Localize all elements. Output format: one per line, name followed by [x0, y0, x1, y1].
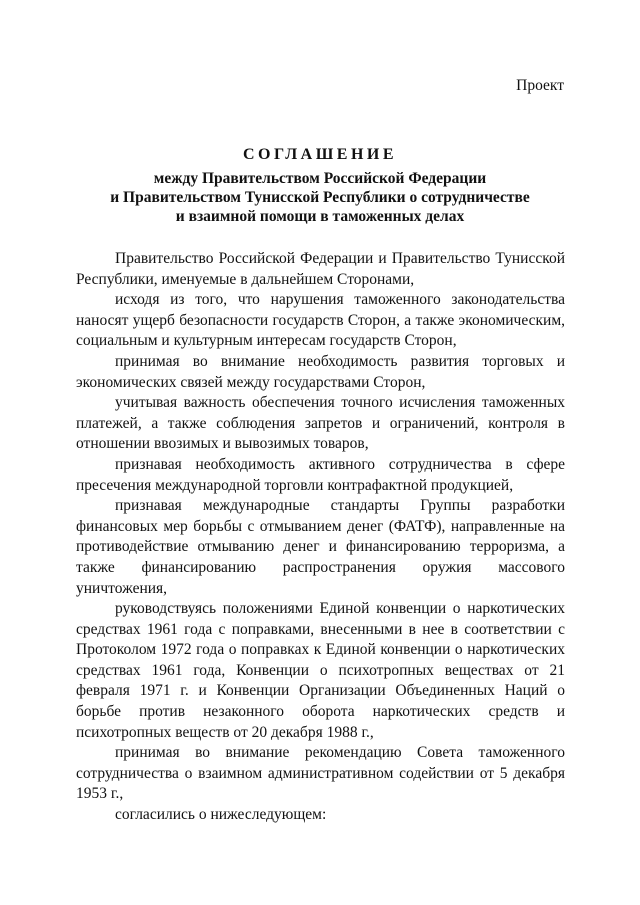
subtitle-line: и Правительством Тунисской Республики о сотрудничестве: [110, 189, 530, 206]
preamble-body: [76, 249, 565, 826]
document-title: СОГЛАШЕНИЕ: [242, 146, 398, 163]
preamble-paragraph-counterfeit: признавая необходимость активного сотрудничества в сфере пресечения международной торговли контрафактной продукцией,: [76, 455, 565, 494]
preamble-paragraph-fatf: признавая международные стандарты Группы разработки финансовых мер борьбы с отмыванием денег (ФАТФ), направленные на противодействие отмыванию денег и финансированию терроризма, а также финансированию распространения оружия массового уничтожения,: [76, 497, 565, 597]
preamble-paragraph-parties: Правительство Российской Федерации и Правительство Тунисской Республики, именуемые в дальнейшем Сторонами,: [76, 250, 565, 288]
subtitle-line: и взаимной помощи в таможенных делах: [175, 208, 465, 225]
preamble-paragraph-trade: принимая во внимание необходимость развития торговых и экономических связей между государствами Сторон,: [76, 352, 565, 391]
preamble-paragraph-council: принимая во внимание рекомендацию Совета таможенного сотрудничества о взаимном административном содействии от 5 декабря 1953 г.,: [76, 744, 565, 803]
preamble-paragraph-conventions: руководствуясь положениями Единой конвенции о наркотических средствах 1961 года с поправками, внесенными в нее в соответствии с Протоколом 1972 года о поправках к Единой конвенции о наркотических средствах 1961 года, Конвенции о психотропных веществах от 21 февраля 1971 г. и Конвенции Организации Объединенных Наций о борьбе против незаконного оборота наркотических средств и психотропных веществ от 20 декабря 1988 г.,: [76, 600, 565, 741]
subtitle-line: между Правительством Российской Федерации: [153, 170, 487, 187]
draft-label: Проект: [516, 77, 564, 94]
preamble-paragraph-payments: учитывая важность обеспечения точного исчисления таможенных платежей, а также соблюдения запретов и ограничений, контроля в отношении ввозимых и вывозимых товаров,: [76, 394, 565, 453]
document-subtitle: [0, 169, 640, 226]
preamble-paragraph-violations: исходя из того, что нарушения таможенного законодательства наносят ущерб безопасности государств Сторон, а также экономическим, социальным и культурным интересам государств Сторон,: [76, 291, 565, 350]
preamble-paragraph-agreed: согласились о нижеследующем:: [115, 806, 327, 824]
